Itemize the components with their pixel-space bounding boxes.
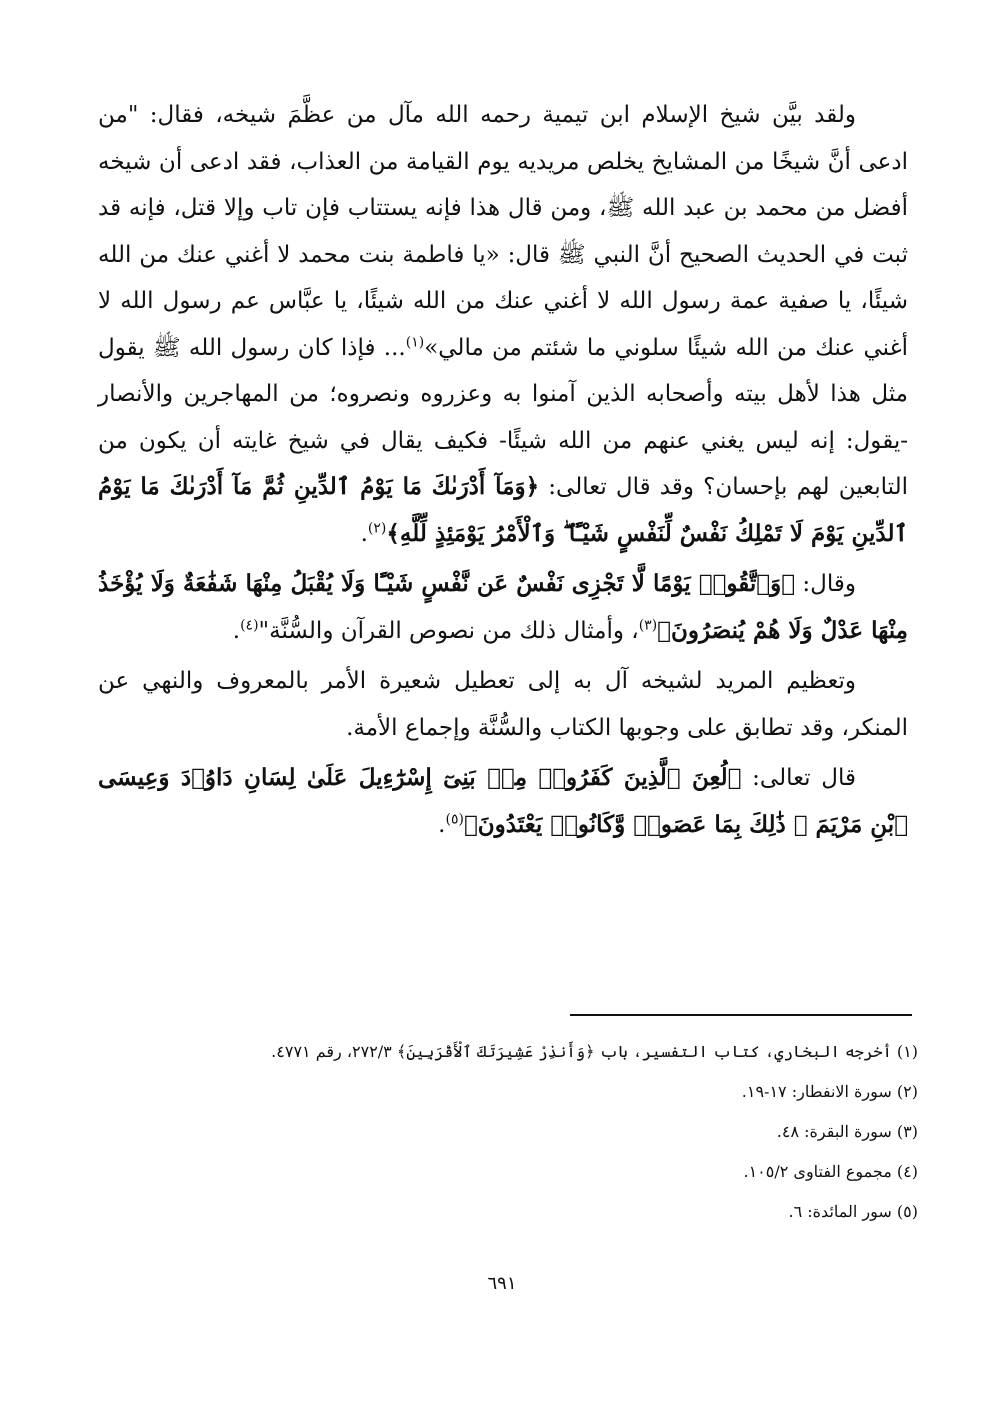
paragraph-2-end: .: [232, 617, 241, 644]
main-text: [98, 92, 908, 848]
page-body: [98, 92, 908, 848]
footnote-3: (٣) سورة البقرة: ٤٨.: [776, 1122, 918, 1141]
footnotes: [120, 1032, 920, 1232]
footnote-ref-2: (٢): [367, 519, 387, 536]
footnote-ref-1: (١): [405, 333, 425, 350]
footnote-ref-5: (٥): [445, 810, 464, 827]
paragraph-3-text: وتعظيم المريد لشيخه آل به إلى تعطيل شعيرة الأمر بالمعروف والنهي عن المنكر، وقد تطابق على وجوبها الكتاب والسُّنَّة وإجماع الأمة.: [98, 668, 908, 741]
paragraph-2-text: وقال:: [795, 571, 856, 597]
paragraph-1-continuation: ... فإذا كان رسول الله ﷺ يقول مثل هذا لأهل بيته وأصحابه الذين آمنوا به وعزروه ونصروه؛ من المهاجرين والأنصار -يقول: إنه ليس يغني عنهم من الله شيئًا- فكيف يقال في شيخ غايته أن يكون من التابعين لهم بإحسان؟ وقد قال تعالى:: [98, 334, 908, 500]
paragraph-2: [98, 561, 908, 654]
quran-verse-3: ﴿لُعِنَ ٱلَّذِينَ كَفَرُوا۟ مِنۢ بَنِىٓ إِسْرَٰٓءِيلَ عَلَىٰ لِسَانِ دَاوُۥدَ وَعِيسَى ٱبْنِ مَرْيَمَ ۚ ذَٰلِكَ بِمَا عَصَوا۟ وَّكَانُوا۟ يَعْتَدُونَ﴾: [98, 764, 908, 838]
paragraph-4-text: قال تعالى:: [741, 765, 856, 791]
quran-verse-1: ﴿وَمَآ أَدْرَىٰكَ مَا يَوْمُ ٱلدِّينِ ثُمَّ مَآ أَدْرَىٰكَ مَا يَوْمُ ٱلدِّينِ يَوْمَ لَا تَمْلِكُ نَفْسٌ لِّنَفْسٍ شَيْـًٔا ۖ وَٱلْأَمْرُ يَوْمَئِذٍ لِّلَّهِ﴾: [98, 473, 908, 547]
footnote-ref-3: (٣): [638, 616, 658, 633]
paragraph-4-end: .: [438, 811, 446, 838]
footnote-separator: [570, 1014, 912, 1016]
paragraph-1-end: .: [360, 520, 368, 547]
footnote-2: (٢) سورة الانفطار: ١٧-١٩.: [741, 1082, 918, 1101]
paragraph-2-continuation: ، وأمثال ذلك من نصوص القرآن والسُّنَّة": [258, 617, 639, 644]
footnote-5: (٥) سور المائدة: ٦.: [788, 1202, 918, 1221]
paragraph-4: [98, 755, 908, 848]
page-number: ٦٩١: [487, 1273, 517, 1294]
paragraph-1-text: ولقد بيَّن شيخ الإسلام ابن تيمية رحمه الله مآل من عظَّمَ شيخه، فقال: "من ادعى أنَّ شيخًا من المشايخ يخلص مريديه يوم القيامة من العذاب، فقد ادعى أن شيخه أفضل من محمد بن عبد الله ﷺ، ومن قال هذا فإنه يستتاب فإن تاب وإلا قتل، فإنه قد ثبت في الحديث الصحيح أنَّ النبي ﷺ قال: «يا فاطمة بنت محمد لا أغني عنك من الله شيئًا، يا صفية عمة رسول الله لا أغني عنك من الله شيئًا، يا عبَّاس عم رسول الله لا أغني عنك من الله شيئًا سلوني ما شئتم من مالي»: [98, 102, 908, 361]
paragraph-3: [98, 658, 908, 751]
footnote-4: (٤) مجموع الفتاوى ١٠٥/٢.: [743, 1162, 918, 1181]
paragraph-1: [98, 92, 908, 557]
quran-verse-2: ﴿وَٱتَّقُوا۟ يَوْمًا لَّا تَجْزِى نَفْسٌ عَن نَّفْسٍ شَيْـًٔا وَلَا يُقْبَلُ مِنْهَا شَفَٰعَةٌ وَلَا يُؤْخَذُ مِنْهَا عَدْلٌ وَلَا هُمْ يُنصَرُونَ﴾: [98, 570, 908, 644]
footnote-1: (١) أخرجه البخاري، كتاب التفسير، باب ﴿وَأَنذِرْ عَشِيرَتَكَ ٱلْأَقْرَبِينَ﴾ ٢٧٢/٣، رقم ٤٧٧١.: [271, 1042, 918, 1061]
footnote-ref-4: (٤): [240, 616, 259, 633]
